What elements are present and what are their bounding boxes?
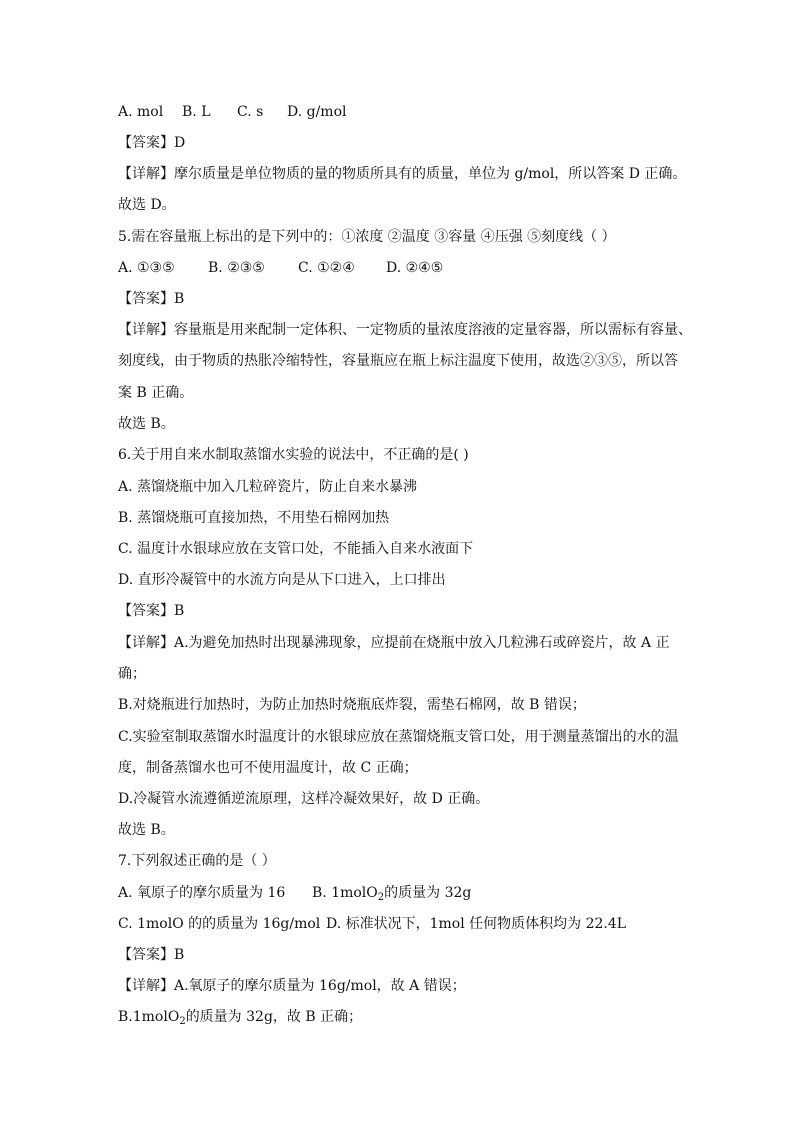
option-d: D. g/mol — [287, 104, 347, 120]
q7-options-row2 — [118, 915, 688, 933]
q5-explanation-line1: 【详解】容量瓶是用来配制一定体积、一定物质的量浓度溶液的定量容器，所以需标有容量、 — [118, 322, 692, 338]
q6-explanation-a-line2: 确； — [118, 666, 146, 682]
q5-explanation-line3: 案 B 正确。 — [118, 385, 194, 401]
q5-stem: 5.需在容量瓶上标出的是下列中的：①浓度 ②温度 ③容量 ④压强 ⑤刻度线（ ） — [118, 229, 616, 245]
option-d: D. ②④⑤ — [386, 260, 444, 276]
option-c: C. ①②④ — [298, 260, 355, 276]
q5-answer: 【答案】B — [118, 291, 185, 307]
q4-answer: 【答案】D — [118, 135, 186, 151]
q6-option-c: C. 温度计水银球应放在支管口处，不能插入自来水液面下 — [118, 541, 474, 557]
q5-options — [118, 259, 688, 277]
option-c: C. 1molO 的的质量为 16g/mol — [118, 916, 321, 932]
q6-explanation-c-line2: 度，制备蒸馏水也可不使用温度计，故 C 正确； — [118, 760, 418, 776]
q6-explanation-b: B.对烧瓶进行加热时，为防止加热时烧瓶底炸裂，需垫石棉网，故 B 错误； — [118, 697, 586, 713]
option-b: B. L — [182, 104, 211, 120]
option-a: A. mol — [118, 104, 164, 120]
q6-explanation-d: D.冷凝管水流遵循逆流原理，这样冷凝效果好，故 D 正确。 — [118, 791, 490, 807]
option-a: A. 氧原子的摩尔质量为 16 — [118, 885, 286, 901]
q6-explanation-a-line1: 【详解】A.为避免加热时出现暴沸现象，应提前在烧瓶中放入几粒沸石或碎瓷片，故 A 正 — [118, 635, 670, 651]
option-d: D. 标准状况下，1mol 任何物质体积均为 22.4L — [326, 916, 627, 932]
q6-conclusion: 故选 B。 — [118, 822, 175, 838]
q7-options-row1 — [118, 884, 688, 902]
q6-option-d: D. 直形冷凝管中的水流方向是从下口进入，上口排出 — [118, 572, 446, 588]
option-b: B. ②③⑤ — [208, 260, 265, 276]
q5-conclusion: 故选 B。 — [118, 416, 175, 432]
q6-explanation-c-line1: C.实验室制取蒸馏水时温度计的水银球应放在蒸馏烧瓶支管口处，用于测量蒸馏出的水的温 — [118, 729, 679, 745]
q7-explanation-b: B.1molO$_2$的质量为 32g，故 B 正确； — [118, 1009, 363, 1027]
q6-answer: 【答案】B — [118, 603, 185, 619]
q7-stem: 7.下列叙述正确的是（ ） — [118, 853, 276, 869]
option-a: A. ①③⑤ — [118, 260, 175, 276]
q4-conclusion: 故选 D。 — [118, 197, 176, 213]
option-b: B. 1molO$_2$的质量为 32g — [312, 885, 472, 903]
q7-answer: 【答案】B — [118, 947, 185, 963]
q7-explanation-a: 【详解】A.氧原子的摩尔质量为 16g/mol，故 A 错误； — [118, 978, 466, 994]
q5-explanation-line2: 刻度线，由于物质的热胀冷缩特性，容量瓶应在瓶上标注温度下使用，故选②③⑤，所以答 — [118, 353, 678, 369]
q6-stem: 6.关于用自来水制取蒸馏水实验的说法中，不正确的是( ) — [118, 447, 469, 463]
q6-option-a: A. 蒸馏烧瓶中加入几粒碎瓷片，防止自来水暴沸 — [118, 479, 418, 495]
q6-option-b: B. 蒸馏烧瓶可直接加热，不用垫石棉网加热 — [118, 510, 390, 526]
option-c: C. s — [237, 104, 264, 120]
q4-explanation: 【详解】摩尔质量是单位物质的量的物质所具有的质量，单位为 g/mol，所以答案 D 正确。 — [118, 166, 687, 182]
q4-options — [118, 103, 688, 121]
